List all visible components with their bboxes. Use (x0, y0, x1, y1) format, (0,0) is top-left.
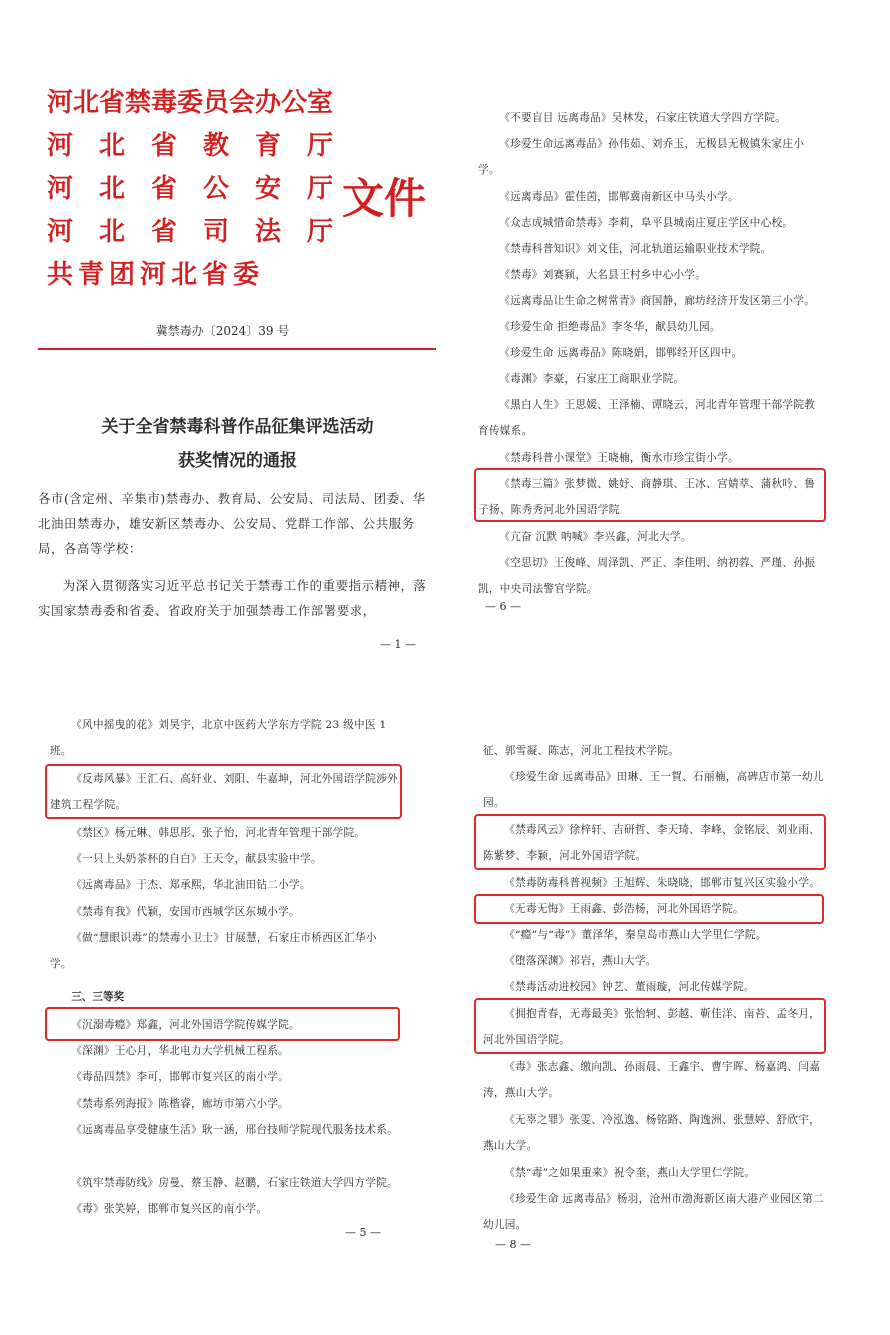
award-entry: 《远离毒品》于杰、郑承熙，华北油田钻二小学。 (71, 879, 311, 891)
award-entry-highlighted: 《禁毒风云》徐梓轩、吉研哲、李天琦、李峰、金铭辰、刘业雨、陈紫梦、李颖，河北外国语学院。 (483, 824, 821, 862)
award-entry: 《禁毒科普知识》刘文佳，河北轨道运输职业技术学院。 (499, 243, 772, 255)
doc-number: 冀禁毒办〔2024〕39 号 (155, 324, 290, 338)
award-entry-highlighted: 《禁毒三篇》张梦微、姚妤、商静琪、王冰、宫婧萃、蒲秋吟、鲁子扬、陈秀秀河北外国语学院 (478, 478, 816, 516)
award-entry: 《筑牢禁毒防线》房曼、蔡玉静、赵鹏，石家庄铁道大学四方学院。 (71, 1177, 398, 1189)
page-8 (445, 668, 890, 1335)
award-entry: 《珍爱生命 远离毒品》杨羽，沧州市渤海新区南大港产业园区第二幼儿园。 (483, 1193, 824, 1231)
page-number: — 5 — (345, 1226, 381, 1239)
page-5 (0, 668, 445, 1335)
award-entry: 《禁毒科普小课堂》王晓楠，衡水市珍宝街小学。 (499, 452, 739, 464)
red-divider (38, 348, 436, 350)
award-entry: 《黑白人生》王思媛、王泽楠、谭晓云，河北青年管理干部学院教育传媒系。 (478, 399, 816, 437)
section-heading: 三、三等奖 (71, 991, 125, 1003)
award-entry: 《珍爱生命 拒绝毒品》李冬华，献县幼儿园。 (499, 321, 721, 333)
award-entry: 《禁毒》刘赛颍，大名县王村乡中心小学。 (499, 269, 707, 281)
award-entry: 《毒品四禁》李可，邯郸市复兴区的南小学。 (71, 1071, 290, 1083)
award-entry: 《做“慧眼识毒”的禁毒小卫士》甘展慧，石家庄市桥西区汇华小学。 (50, 932, 377, 970)
award-entry: 《亢奋 沉默 呐喊》李兴鑫，河北大学。 (499, 531, 692, 543)
award-entry-continued: 征、郭雪凝、陈志，河北工程技术学院。 (483, 745, 680, 757)
issuer-line: 共青团河北省委 (47, 260, 265, 290)
award-entry: 《远离毒品让生命之树常青》商国静，廊坊经济开发区第三小学。 (499, 295, 816, 307)
award-entry-highlighted: 《拥抱青春，无毒最美》张怡轲、彭越、靳佳洋、南苔、孟冬月，河北外国语学院。 (483, 1008, 821, 1046)
highlight-box (474, 998, 826, 1054)
issuer-line: 河北省禁毒委员会办公室 (47, 88, 334, 118)
award-entry: 《珍爱生命 远离毒品》田琳、王一賀、石丽楠，高碑店市第一幼儿园。 (483, 771, 824, 809)
award-entry: 《禁毒活动进校园》钟艺、董雨璇，河北传媒学院。 (504, 981, 755, 993)
award-entry-highlighted: 《无毒无悔》王雨鑫、彭浩杨，河北外国语学院。 (504, 903, 744, 915)
award-entry: 《远离毒品》霍佳茵，邯郸冀南新区中马头小学。 (499, 191, 739, 203)
issuer-line: 河 北 省 公 安 厅 (47, 174, 334, 204)
page-1 (0, 0, 445, 668)
doc-title-line-2: 获奖情况的通报 (178, 451, 297, 471)
page-number: — 8 — (495, 1238, 531, 1251)
award-entry: 《一只上头奶茶杯的自白》王天令，献县实验中学。 (71, 853, 322, 865)
award-entry: 《空思切》王俊峰、周泽凯、严正、李佳明、纳初蓉、严瑾、孙振凯，中央司法警官学院。 (478, 557, 816, 595)
award-entry: 《远离毒品享受健康生活》耿一涵，邢台技师学院现代服务技术系。 (71, 1124, 398, 1136)
award-entry: 《禁毒系列海报》陈楷睿，廊坊市第六小学。 (71, 1098, 290, 1110)
award-entry: 《堕落深渊》祁岩，燕山大学。 (504, 955, 657, 967)
highlight-box (45, 1007, 400, 1041)
highlight-box (45, 764, 402, 819)
award-entry: 《众志成城惜命禁毒》李莉，阜平县城南庄夏庄学区中心校。 (499, 217, 794, 229)
award-entry: 《珍爱生命远离毒品》孙伟茹、刘乔玉，无极县无极镇朱家庄小学。 (478, 138, 805, 176)
page-number: — 1 — (380, 638, 416, 651)
doc-title-line-1: 关于全省禁毒科普作品征集评选活动 (101, 417, 374, 437)
wenjian-mark: 文件 (342, 174, 427, 223)
award-entry: 《毒》张志鑫、缴向凯、孙雨晨、王鑫宇、曹宇晖、杨嘉鸿、闫嘉涛，燕山大学。 (483, 1061, 821, 1099)
award-entry-highlighted: 《反毒风暴》王汇石、高轩业、刘阳、牛嘉坤，河北外国语学院涉外建筑工程学院。 (50, 773, 398, 811)
page-number: — 6 — (485, 600, 521, 613)
addressee: 各市(含定州、辛集市)禁毒办、教育局、公安局、司法局、团委、华北油田禁毒办，雄安新区禁毒办、公安局、党群工作部、公共服务局，各高等学校： (38, 491, 426, 556)
award-entry: 《禁区》杨元琳、韩思彤、张子怡，河北青年管理干部学院。 (71, 827, 366, 839)
award-entry: 《无辜之罪》张雯、冷泓逸、杨铭路、陶逸洲、张慧婷、舒欣宇，燕山大学。 (483, 1114, 821, 1152)
highlight-box (474, 814, 826, 870)
issuer-line: 河 北 省 司 法 厅 (47, 217, 334, 247)
page-6 (445, 0, 890, 668)
award-entry: 《珍爱生命 远离毒品》陈晓娟，邯郸经开区四中。 (499, 347, 743, 359)
award-entry: 《禁毒防毒科普视频》王旭辉、朱晓晓，邯郸市复兴区实验小学。 (504, 877, 821, 889)
award-entry: 《“瘾”与“毒”》董泽华，秦皇岛市燕山大学里仁学院。 (504, 929, 767, 941)
award-entry: 《毒》张笑婷，邯郸市复兴区的南小学。 (71, 1203, 268, 1215)
award-entry: 《禁“毒”之如果重来》祝令奎，燕山大学里仁学院。 (504, 1167, 756, 1179)
highlight-box (474, 468, 826, 522)
award-entry-highlighted: 《沉溺毒瘾》郑鑫，河北外国语学院传媒学院。 (71, 1019, 300, 1031)
body-paragraph: 为深入贯彻落实习近平总书记关于禁毒工作的重要指示精神，落实国家禁毒委和省委、省政府关于加强禁毒工作部署要求， (38, 578, 427, 618)
award-entry: 《风中摇曳的花》刘昊宇，北京中医药大学东方学院 23 级中医 1 班。 (50, 719, 387, 757)
award-entry: 《不要盲目 远离毒品》吴林发，石家庄铁道大学四方学院。 (499, 112, 787, 124)
award-entry: 《毒渊》李豪，石家庄工商职业学院。 (499, 373, 685, 385)
award-entry: 《禁毒有我》代颖，安国市西城学区东城小学。 (71, 906, 300, 918)
award-entry: 《深渊》王心月，华北电力大学机械工程系。 (71, 1045, 290, 1057)
highlight-box (474, 894, 824, 924)
issuer-line: 河 北 省 教 育 厅 (47, 131, 334, 161)
